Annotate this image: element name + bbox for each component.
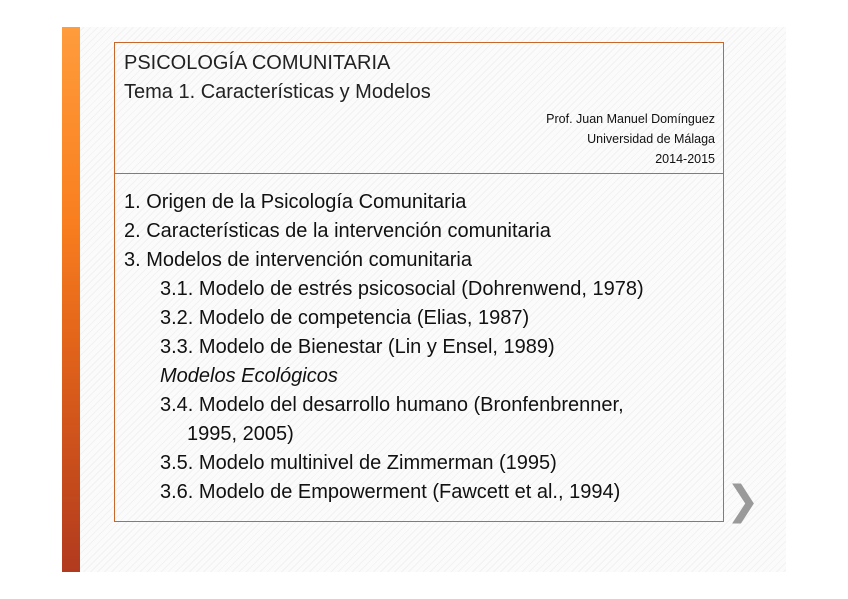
slide-subtitle: Tema 1. Características y Modelos [124, 81, 431, 103]
outline-subitem-3-1: 3.1. Modelo de estrés psicosocial (Dohrenwend, 1978) [160, 278, 644, 300]
author-year: 2014-2015 [655, 152, 715, 166]
slide [62, 27, 786, 572]
chevron-right-icon[interactable]: ❯ [726, 478, 760, 524]
author-name: Prof. Juan Manuel Domínguez [546, 112, 715, 126]
outline-item-1: 1. Origen de la Psicología Comunitaria [124, 191, 467, 213]
slide-title: PSICOLOGÍA COMUNITARIA [124, 52, 391, 74]
author-block [546, 109, 715, 169]
outline-subitem-3-6: 3.6. Modelo de Empowerment (Fawcett et al., 1994) [160, 481, 621, 503]
outline-subitem-3-4: 3.4. Modelo del desarrollo humano (Bronfenbrenner, [160, 394, 624, 416]
outline-item-3: 3. Modelos de intervención comunitaria [124, 249, 472, 271]
author-institution: Universidad de Málaga [587, 132, 715, 146]
outline-subitem-3-4-continued: 1995, 2005) [187, 423, 294, 445]
outline-section-heading: Modelos Ecológicos [160, 365, 338, 387]
outline-box [114, 173, 724, 522]
accent-bar [62, 27, 80, 572]
outline-subitem-3-5: 3.5. Modelo multinivel de Zimmerman (1995) [160, 452, 557, 474]
title-box [114, 42, 724, 173]
outline-subitem-3-2: 3.2. Modelo de competencia (Elias, 1987) [160, 307, 530, 329]
outline-item-2: 2. Características de la intervención comunitaria [124, 220, 551, 242]
outline-subitem-3-3: 3.3. Modelo de Bienestar (Lin y Ensel, 1989) [160, 336, 555, 358]
